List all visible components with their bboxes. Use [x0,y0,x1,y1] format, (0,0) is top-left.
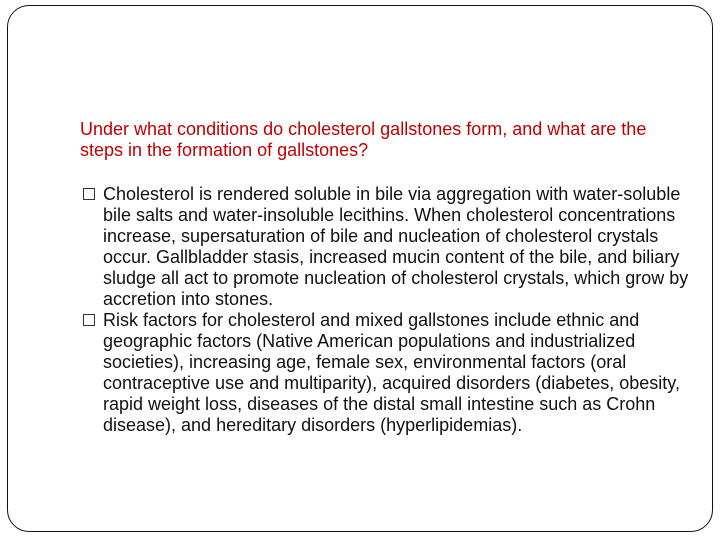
bullet-item [81,184,697,310]
bullet-text: Risk factors for cholesterol and mixed gallstones include ethnic and geographic factors (Native American populations and industrialized societies), increasing age, female sex, environmental factors (oral contraceptive use and multiparity), acquired disorders (diabetes, obesity, rapid weight loss, diseases of the distal small intestine such as Crohn disease), and hereditary disorders (hyperlipidemias). [103,310,680,435]
square-bullet-icon [83,188,95,200]
bullet-text: Cholesterol is rendered soluble in bile via aggregation with water-soluble bile salts and water-insoluble lecithins. When cholesterol concentrations increase, supersaturation of bile and nucleation of cholesterol crystals occur. Gallbladder stasis, increased mucin content of the bile, and biliary sludge all act to promote nucleation of cholesterol crystals, which grow by accretion into stones. [103,184,689,309]
bullet-list [81,184,697,436]
bullet-item [81,310,697,436]
slide-title: Under what conditions do cholesterol gallstones form, and what are the steps in the formation of gallstones? [80,119,647,160]
square-bullet-icon [83,314,95,326]
